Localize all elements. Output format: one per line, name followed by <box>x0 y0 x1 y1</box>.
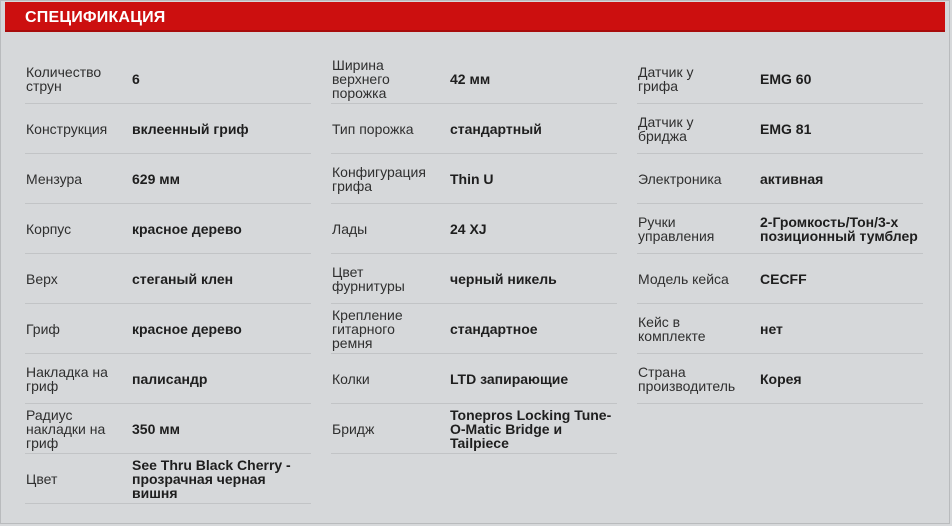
spec-row <box>637 54 923 104</box>
spec-title: СПЕЦИФИКАЦИЯ <box>25 9 166 26</box>
spec-row <box>331 254 617 304</box>
spec-value: черный никель <box>450 270 557 287</box>
spec-label <box>638 315 706 343</box>
spec-row <box>637 204 923 254</box>
spec-row <box>331 304 617 354</box>
spec-label <box>26 65 101 93</box>
spec-label-line: грифа <box>332 177 373 194</box>
spec-label-line: накладки на <box>26 420 106 437</box>
spec-value: красное дерево <box>132 220 242 237</box>
spec-label-line: Модель кейса <box>638 270 729 287</box>
spec-value: CECFF <box>760 270 807 287</box>
spec-value: Thin U <box>450 170 494 187</box>
spec-label <box>332 422 374 436</box>
spec-label-line: струн <box>26 77 62 94</box>
spec-row <box>25 54 311 104</box>
spec-value: 2-Громкость/Тон/3-х позиционный тумблер <box>760 213 918 244</box>
spec-value: 6 <box>132 70 140 87</box>
spec-label-line: фурнитуры <box>332 277 405 294</box>
spec-row <box>331 104 617 154</box>
spec-label-line: Лады <box>332 220 368 237</box>
spec-row <box>25 454 311 504</box>
spec-column-3 <box>637 54 923 404</box>
spec-label-line: гитарного <box>332 320 395 337</box>
spec-label-line: Цвет <box>332 263 364 280</box>
spec-label-line: Конфигурация <box>332 163 426 180</box>
spec-value: LTD запирающие <box>450 370 569 387</box>
spec-value: Корея <box>760 370 802 387</box>
spec-label <box>332 58 390 100</box>
spec-label-line: Страна <box>638 363 686 380</box>
spec-value: 42 мм <box>450 70 491 87</box>
spec-label <box>638 65 694 93</box>
spec-row <box>331 204 617 254</box>
spec-value: палисандр <box>132 370 208 387</box>
spec-label-line: ремня <box>332 334 373 351</box>
spec-value: EMG 81 <box>760 120 812 137</box>
spec-row <box>331 154 617 204</box>
spec-column-1 <box>25 54 311 504</box>
spec-row <box>637 254 923 304</box>
spec-label-line: Кейс в <box>638 313 681 330</box>
spec-value: красное дерево <box>132 320 242 337</box>
spec-label <box>332 165 426 193</box>
spec-row <box>637 304 923 354</box>
spec-value: стандартный <box>450 120 542 137</box>
spec-label <box>332 308 403 350</box>
spec-label-line: Гриф <box>26 320 60 337</box>
spec-value: 24 XJ <box>450 220 487 237</box>
spec-row <box>331 354 617 404</box>
spec-label-line: Верх <box>26 270 58 287</box>
spec-value: Tonepros Locking Tune-O-Matic Bridge и Tailpiece <box>450 406 612 451</box>
spec-row <box>25 104 311 154</box>
spec-label-line: управления <box>638 227 715 244</box>
spec-label-line: Крепление <box>332 306 403 323</box>
spec-label-line: Ширина <box>332 56 384 73</box>
spec-row <box>331 54 617 104</box>
spec-label-line: Бридж <box>332 420 375 437</box>
spec-row <box>637 354 923 404</box>
spec-label-line: производитель <box>638 377 736 394</box>
spec-label <box>332 265 405 293</box>
spec-row <box>25 204 311 254</box>
spec-label <box>26 172 82 186</box>
spec-label <box>26 408 105 450</box>
spec-label <box>332 222 367 236</box>
spec-value: 350 мм <box>132 420 180 437</box>
spec-label-line: Тип порожка <box>332 120 414 137</box>
spec-label <box>638 215 714 243</box>
spec-label-line: гриф <box>26 377 59 394</box>
spec-row <box>25 154 311 204</box>
spec-label <box>638 272 729 286</box>
spec-label <box>26 222 71 236</box>
spec-label <box>332 122 414 136</box>
spec-label-line: порожка <box>332 84 387 101</box>
spec-label-line: Корпус <box>26 220 72 237</box>
spec-row <box>25 304 311 354</box>
spec-row <box>25 404 311 454</box>
spec-label <box>26 322 60 336</box>
spec-label-line: гриф <box>26 434 59 451</box>
spec-column-2 <box>331 54 617 454</box>
spec-label-line: верхнего <box>332 70 390 87</box>
spec-label <box>332 372 370 386</box>
spec-label-line: комплекте <box>638 327 706 344</box>
spec-header <box>5 2 945 32</box>
spec-row <box>25 354 311 404</box>
spec-value: EMG 60 <box>760 70 812 87</box>
spec-value: нет <box>760 320 783 337</box>
spec-label <box>638 172 722 186</box>
spec-row <box>637 154 923 204</box>
spec-label <box>638 115 694 143</box>
spec-label-line: Колки <box>332 370 370 387</box>
spec-value: See Thru Black Cherry - прозрачная черная вишня <box>132 456 291 501</box>
spec-label-line: Цвет <box>26 470 58 487</box>
spec-label-line: Накладка на <box>26 363 108 380</box>
spec-label <box>26 272 58 286</box>
spec-label-line: Конструкция <box>26 120 108 137</box>
spec-label <box>26 122 107 136</box>
spec-label <box>26 365 108 393</box>
spec-label-line: бриджа <box>638 127 687 144</box>
spec-value: стеганый клен <box>132 270 234 287</box>
spec-label-line: Датчик у <box>638 113 694 130</box>
spec-value: активная <box>760 170 824 187</box>
spec-value: 629 мм <box>132 170 180 187</box>
spec-row <box>637 104 923 154</box>
spec-label-line: Ручки <box>638 213 676 230</box>
spec-label <box>638 365 735 393</box>
spec-label <box>26 472 57 486</box>
spec-label-line: Датчик у <box>638 63 694 80</box>
spec-row <box>25 254 311 304</box>
spec-label-line: Радиус <box>26 406 73 423</box>
spec-label-line: грифа <box>638 77 679 94</box>
spec-label-line: Электроника <box>638 170 722 187</box>
spec-label-line: Количество <box>26 63 102 80</box>
spec-row <box>331 404 617 454</box>
spec-value: вклеенный гриф <box>132 120 249 137</box>
spec-value: стандартное <box>450 320 538 337</box>
spec-label-line: Мензура <box>26 170 83 187</box>
